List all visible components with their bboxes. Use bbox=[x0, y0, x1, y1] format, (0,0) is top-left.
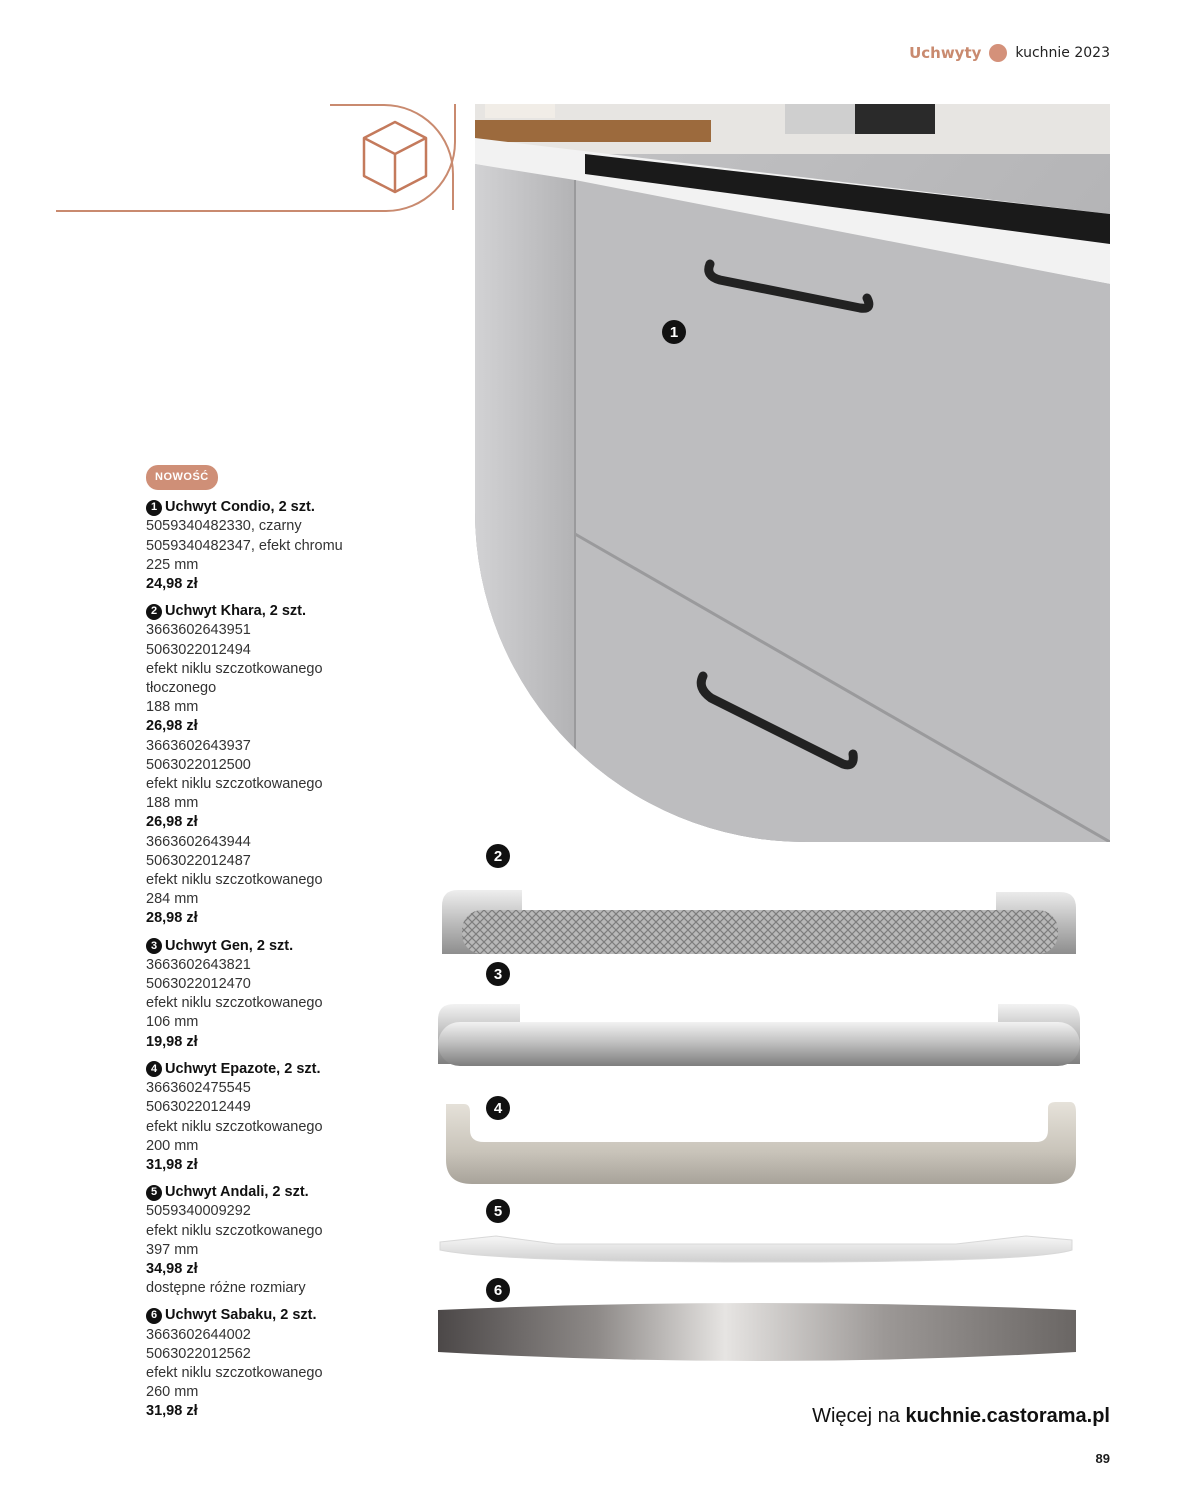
product-price: 26,98 zł bbox=[146, 814, 198, 831]
marker-3: 3 bbox=[486, 962, 510, 986]
product-line: 5063022012500 bbox=[146, 756, 251, 773]
number-icon: 3 bbox=[146, 938, 162, 954]
handle-epazote-image[interactable] bbox=[436, 1100, 1082, 1190]
product-line: 5063022012449 bbox=[146, 1099, 251, 1116]
product-price: 31,98 zł bbox=[146, 1403, 198, 1420]
product-line: 188 mm bbox=[146, 699, 199, 716]
product-line: 3663602644002 bbox=[146, 1326, 251, 1343]
kitchen-photo bbox=[475, 104, 1110, 842]
product-title: Uchwyt Sabaku, 2 szt. bbox=[165, 1307, 317, 1324]
page-number: 89 bbox=[1095, 1451, 1110, 1466]
product-line: 3663602643937 bbox=[146, 737, 251, 754]
product-item[interactable] bbox=[146, 1306, 446, 1421]
website-link[interactable] bbox=[812, 1405, 1110, 1428]
number-icon: 6 bbox=[146, 1308, 162, 1324]
product-title: Uchwyt Epazote, 2 szt. bbox=[165, 1060, 321, 1077]
product-title: Uchwyt Gen, 2 szt. bbox=[165, 937, 294, 954]
product-note: dostępne różne rozmiary bbox=[146, 1280, 306, 1297]
product-price: 19,98 zł bbox=[146, 1033, 198, 1050]
product-line: 188 mm bbox=[146, 795, 199, 812]
website-url: kuchnie.castorama.pl bbox=[905, 1405, 1110, 1427]
marker-6: 6 bbox=[486, 1278, 510, 1302]
product-line: 3663602643944 bbox=[146, 833, 251, 850]
product-line: 106 mm bbox=[146, 1014, 199, 1031]
product-name bbox=[146, 937, 446, 956]
handle-khara-image[interactable] bbox=[436, 886, 1082, 958]
product-line: 3663602643951 bbox=[146, 622, 251, 639]
number-icon: 5 bbox=[146, 1185, 162, 1201]
product-line: 200 mm bbox=[146, 1137, 199, 1154]
website-prefix: Więcej na bbox=[812, 1405, 906, 1427]
product-line: efekt niklu szczotkowanego bbox=[146, 1118, 323, 1135]
marker-2: 2 bbox=[486, 844, 510, 868]
product-line: 5063022012470 bbox=[146, 976, 251, 993]
catalog-title: kuchnie 2023 bbox=[1015, 45, 1110, 61]
product-name bbox=[146, 1306, 446, 1325]
product-line: efekt niklu szczotkowanego bbox=[146, 776, 323, 793]
product-line: 5059340482330, czarny bbox=[146, 518, 302, 535]
number-icon: 2 bbox=[146, 604, 162, 620]
new-badge: NOWOŚĆ bbox=[146, 465, 218, 490]
product-line: 5059340009292 bbox=[146, 1203, 251, 1220]
section-dot-icon bbox=[989, 44, 1007, 62]
product-line: 397 mm bbox=[146, 1241, 199, 1258]
product-name bbox=[146, 498, 446, 517]
product-line: efekt niklu szczotkowanego bbox=[146, 872, 323, 889]
product-name bbox=[146, 1183, 446, 1202]
product-title: Uchwyt Khara, 2 szt. bbox=[165, 603, 307, 620]
product-item[interactable] bbox=[146, 1183, 446, 1298]
product-line: 3663602643821 bbox=[146, 956, 251, 973]
product-line: efekt niklu szczotkowanego bbox=[146, 660, 323, 677]
product-line: tłoczonego bbox=[146, 680, 217, 697]
marker-1: 1 bbox=[662, 320, 686, 344]
product-line: efekt niklu szczotkowanego bbox=[146, 995, 323, 1012]
section-title: Uchwyty bbox=[909, 44, 982, 62]
product-price: 26,98 zł bbox=[146, 718, 198, 735]
product-line: 5059340482347, efekt chromu bbox=[146, 537, 343, 554]
product-line: 260 mm bbox=[146, 1384, 199, 1401]
marker-5: 5 bbox=[486, 1199, 510, 1223]
product-name bbox=[146, 602, 446, 621]
product-price: 28,98 zł bbox=[146, 910, 198, 927]
number-icon: 4 bbox=[146, 1061, 162, 1077]
product-name bbox=[146, 1060, 446, 1079]
product-price: 31,98 zł bbox=[146, 1156, 198, 1173]
kitchen-illustration bbox=[475, 104, 1110, 842]
handle-sabaku-image[interactable] bbox=[436, 1300, 1082, 1372]
product-line: efekt niklu szczotkowanego bbox=[146, 1364, 323, 1381]
marker-4: 4 bbox=[486, 1096, 510, 1120]
product-price: 24,98 zł bbox=[146, 576, 198, 593]
product-list bbox=[146, 465, 446, 1430]
product-title: Uchwyt Condio, 2 szt. bbox=[165, 499, 315, 516]
product-item[interactable] bbox=[146, 602, 446, 928]
product-title: Uchwyt Andali, 2 szt. bbox=[165, 1184, 309, 1201]
product-line: efekt niklu szczotkowanego bbox=[146, 1222, 323, 1239]
product-item[interactable] bbox=[146, 937, 446, 1052]
page-header bbox=[909, 44, 1110, 62]
product-line: 5063022012494 bbox=[146, 641, 251, 658]
cube-icon bbox=[360, 118, 430, 196]
product-line: 5063022012562 bbox=[146, 1345, 251, 1362]
handle-andali-image[interactable] bbox=[436, 1232, 1082, 1268]
product-line: 5063022012487 bbox=[146, 852, 251, 869]
product-line: 284 mm bbox=[146, 891, 199, 908]
product-line: 225 mm bbox=[146, 556, 199, 573]
number-icon: 1 bbox=[146, 500, 162, 516]
product-line: 3663602475545 bbox=[146, 1080, 251, 1097]
handle-gen-image[interactable] bbox=[436, 1002, 1082, 1070]
product-price: 34,98 zł bbox=[146, 1260, 198, 1277]
product-item[interactable] bbox=[146, 498, 446, 594]
product-item[interactable] bbox=[146, 1060, 446, 1175]
